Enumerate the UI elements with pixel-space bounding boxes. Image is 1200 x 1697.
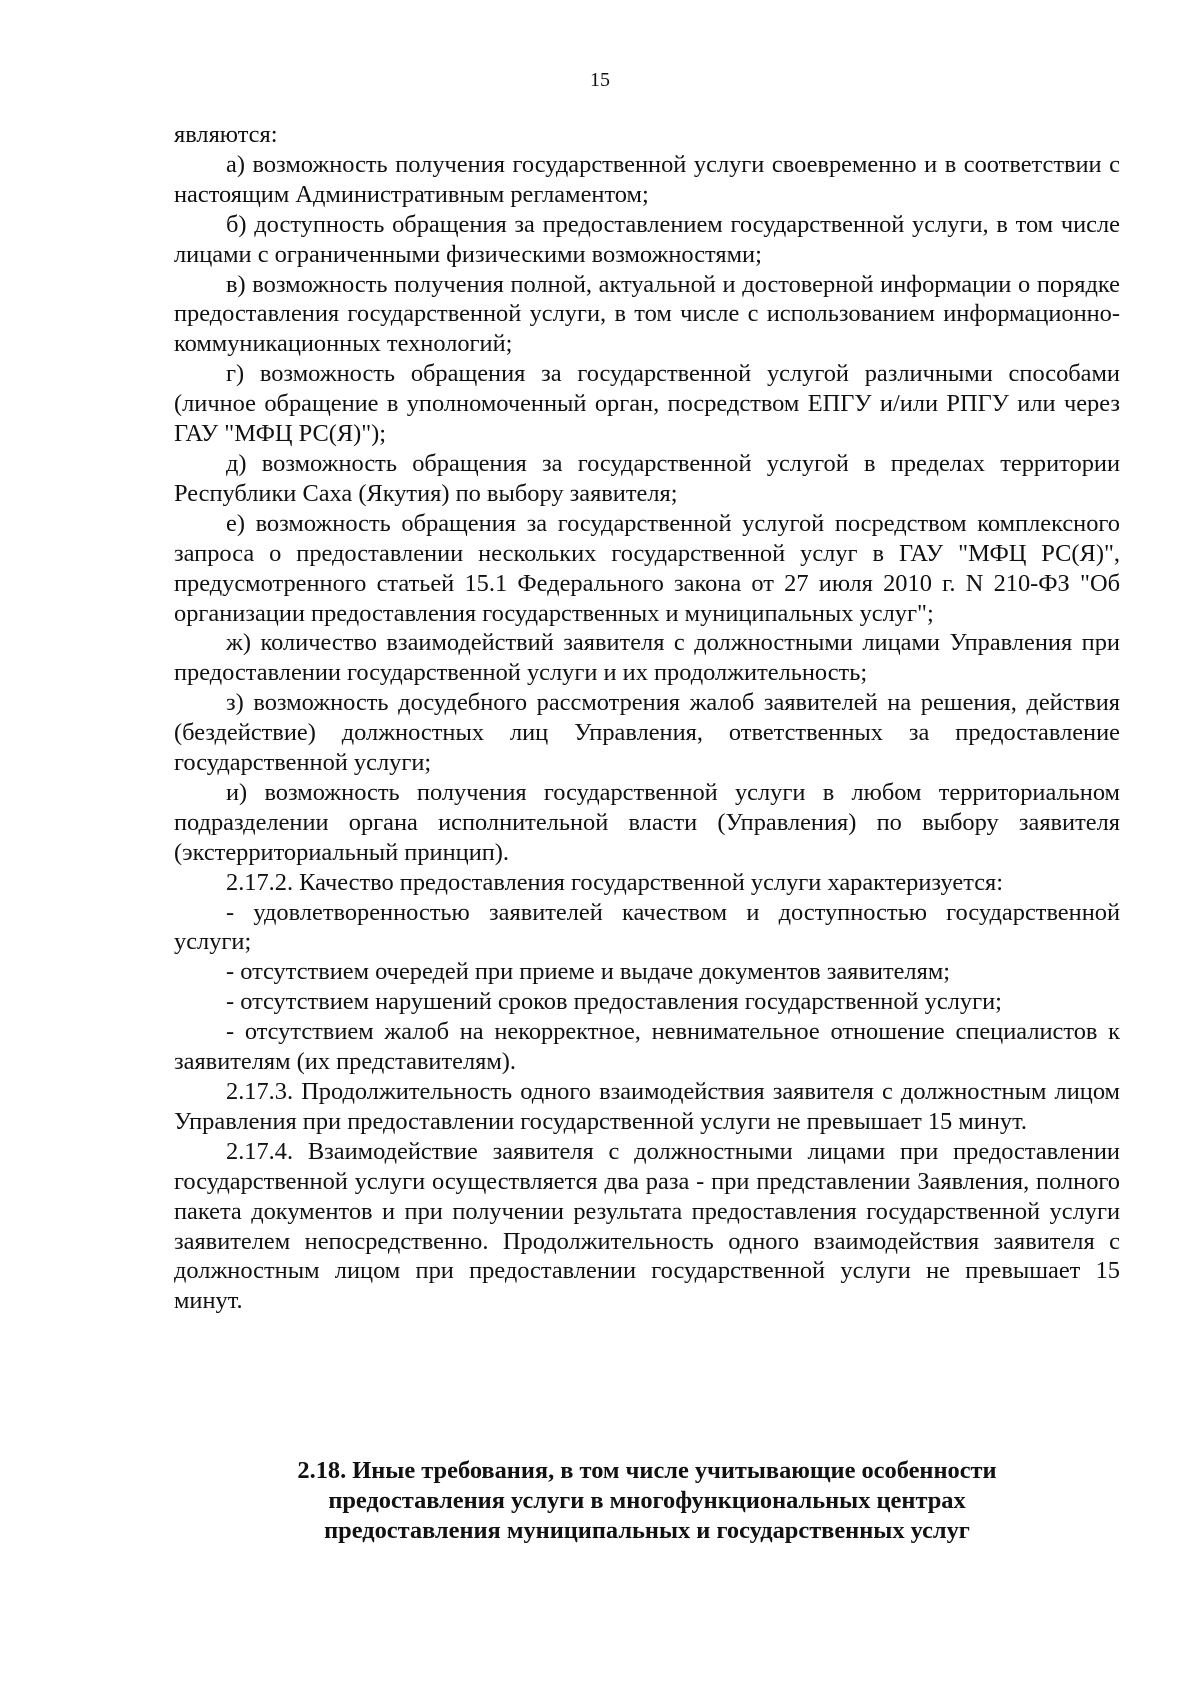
paragraph-item-i: и) возможность получения государственной услуги в любом территориальном подразделении органа исполнительной власти (Управления) по выбору заявителя (экстерриториальный принцип). — [174, 778, 1120, 866]
body-text — [174, 120, 1120, 1316]
paragraph-item-b: б) доступность обращения за предоставлением государственной услуги, в том числе лицами с ограниченными физическими возможностями; — [174, 210, 1120, 268]
paragraph-item-e: е) возможность обращения за государственной услугой посредством комплексного запроса о предоставлении нескольких государственной услуг в ГАУ "МФЦ РС(Я)", предусмотренного статьей 15.1 Федерального закона от 27 июля 2010 г. N 210-ФЗ "Об организации предоставления государственных и муниципальных услуг"; — [174, 509, 1120, 627]
paragraph-continuation: являются: — [174, 121, 278, 148]
section-heading-line: предоставления услуги в многофункциональных центрах — [328, 1487, 966, 1514]
section-heading-line: предоставления муниципальных и государственных услуг — [324, 1517, 970, 1544]
list-item-no-queues: - отсутствием очередей при приеме и выдаче документов заявителям; — [226, 958, 951, 986]
paragraph-2-17-3: 2.17.3. Продолжительность одного взаимодействия заявителя с должностным лицом Управления при предоставлении государственной услуги не превышает 15 минут. — [174, 1078, 1120, 1135]
list-item-satisfaction: - удовлетворенностью заявителей качеством и доступностью государственной услуги; — [174, 898, 1120, 956]
paragraph-item-v: в) возможность получения полной, актуальной и достоверной информации о порядке предоставления государственной услуги, в том числе с использованием информационно-коммуникационных технологий; — [174, 270, 1120, 358]
paragraph-2-17-4: 2.17.4. Взаимодействие заявителя с должностными лицами при предоставлении государственной услуги осуществляется два раза - при представлении Заявления, полного пакета документов и при получении результата предоставления государственной услуги заявителем непосредственно. Продолжительность одного взаимодействия заявителя с должностным лицом при предоставлении государственной услуги не превышает 15 минут. — [174, 1137, 1120, 1315]
section-heading-line: 2.18. Иные требования, в том числе учитывающие особенности — [297, 1457, 997, 1484]
paragraph-item-z: з) возможность досудебного рассмотрения жалоб заявителей на решения, действия (бездействие) должностных лиц Управления, ответственных за предоставление государственной услуги; — [174, 689, 1120, 777]
paragraph-item-zh: ж) количество взаимодействий заявителя с должностными лицами Управления при предоставлении государственной услуги и их продолжительность; — [174, 629, 1120, 687]
page-number: 15 — [590, 69, 610, 91]
paragraph-item-a: а) возможность получения государственной услуги своевременно и в соответствии с настоящим Административным регламентом; — [174, 150, 1120, 208]
section-heading-2-18 — [174, 1456, 1120, 1546]
list-item-no-complaints: - отсутствием жалоб на некорректное, невнимательное отношение специалистов к заявителям (их представителям). — [174, 1018, 1120, 1076]
list-item-no-violations: - отсутствием нарушений сроков предоставления государственной услуги; — [226, 988, 1002, 1016]
paragraph-item-g: г) возможность обращения за государственной услугой различными способами (личное обращение в уполномоченный орган, посредством ЕПГУ и/или РПГУ или через ГАУ "МФЦ РС(Я)"); — [174, 360, 1120, 448]
paragraph-2-17-2: 2.17.2. Качество предоставления государственной услуги характеризуется: — [226, 868, 1004, 896]
paragraph-item-d: д) возможность обращения за государственной услугой в пределах территории Республики Саха (Якутия) по выбору заявителя; — [174, 449, 1120, 507]
